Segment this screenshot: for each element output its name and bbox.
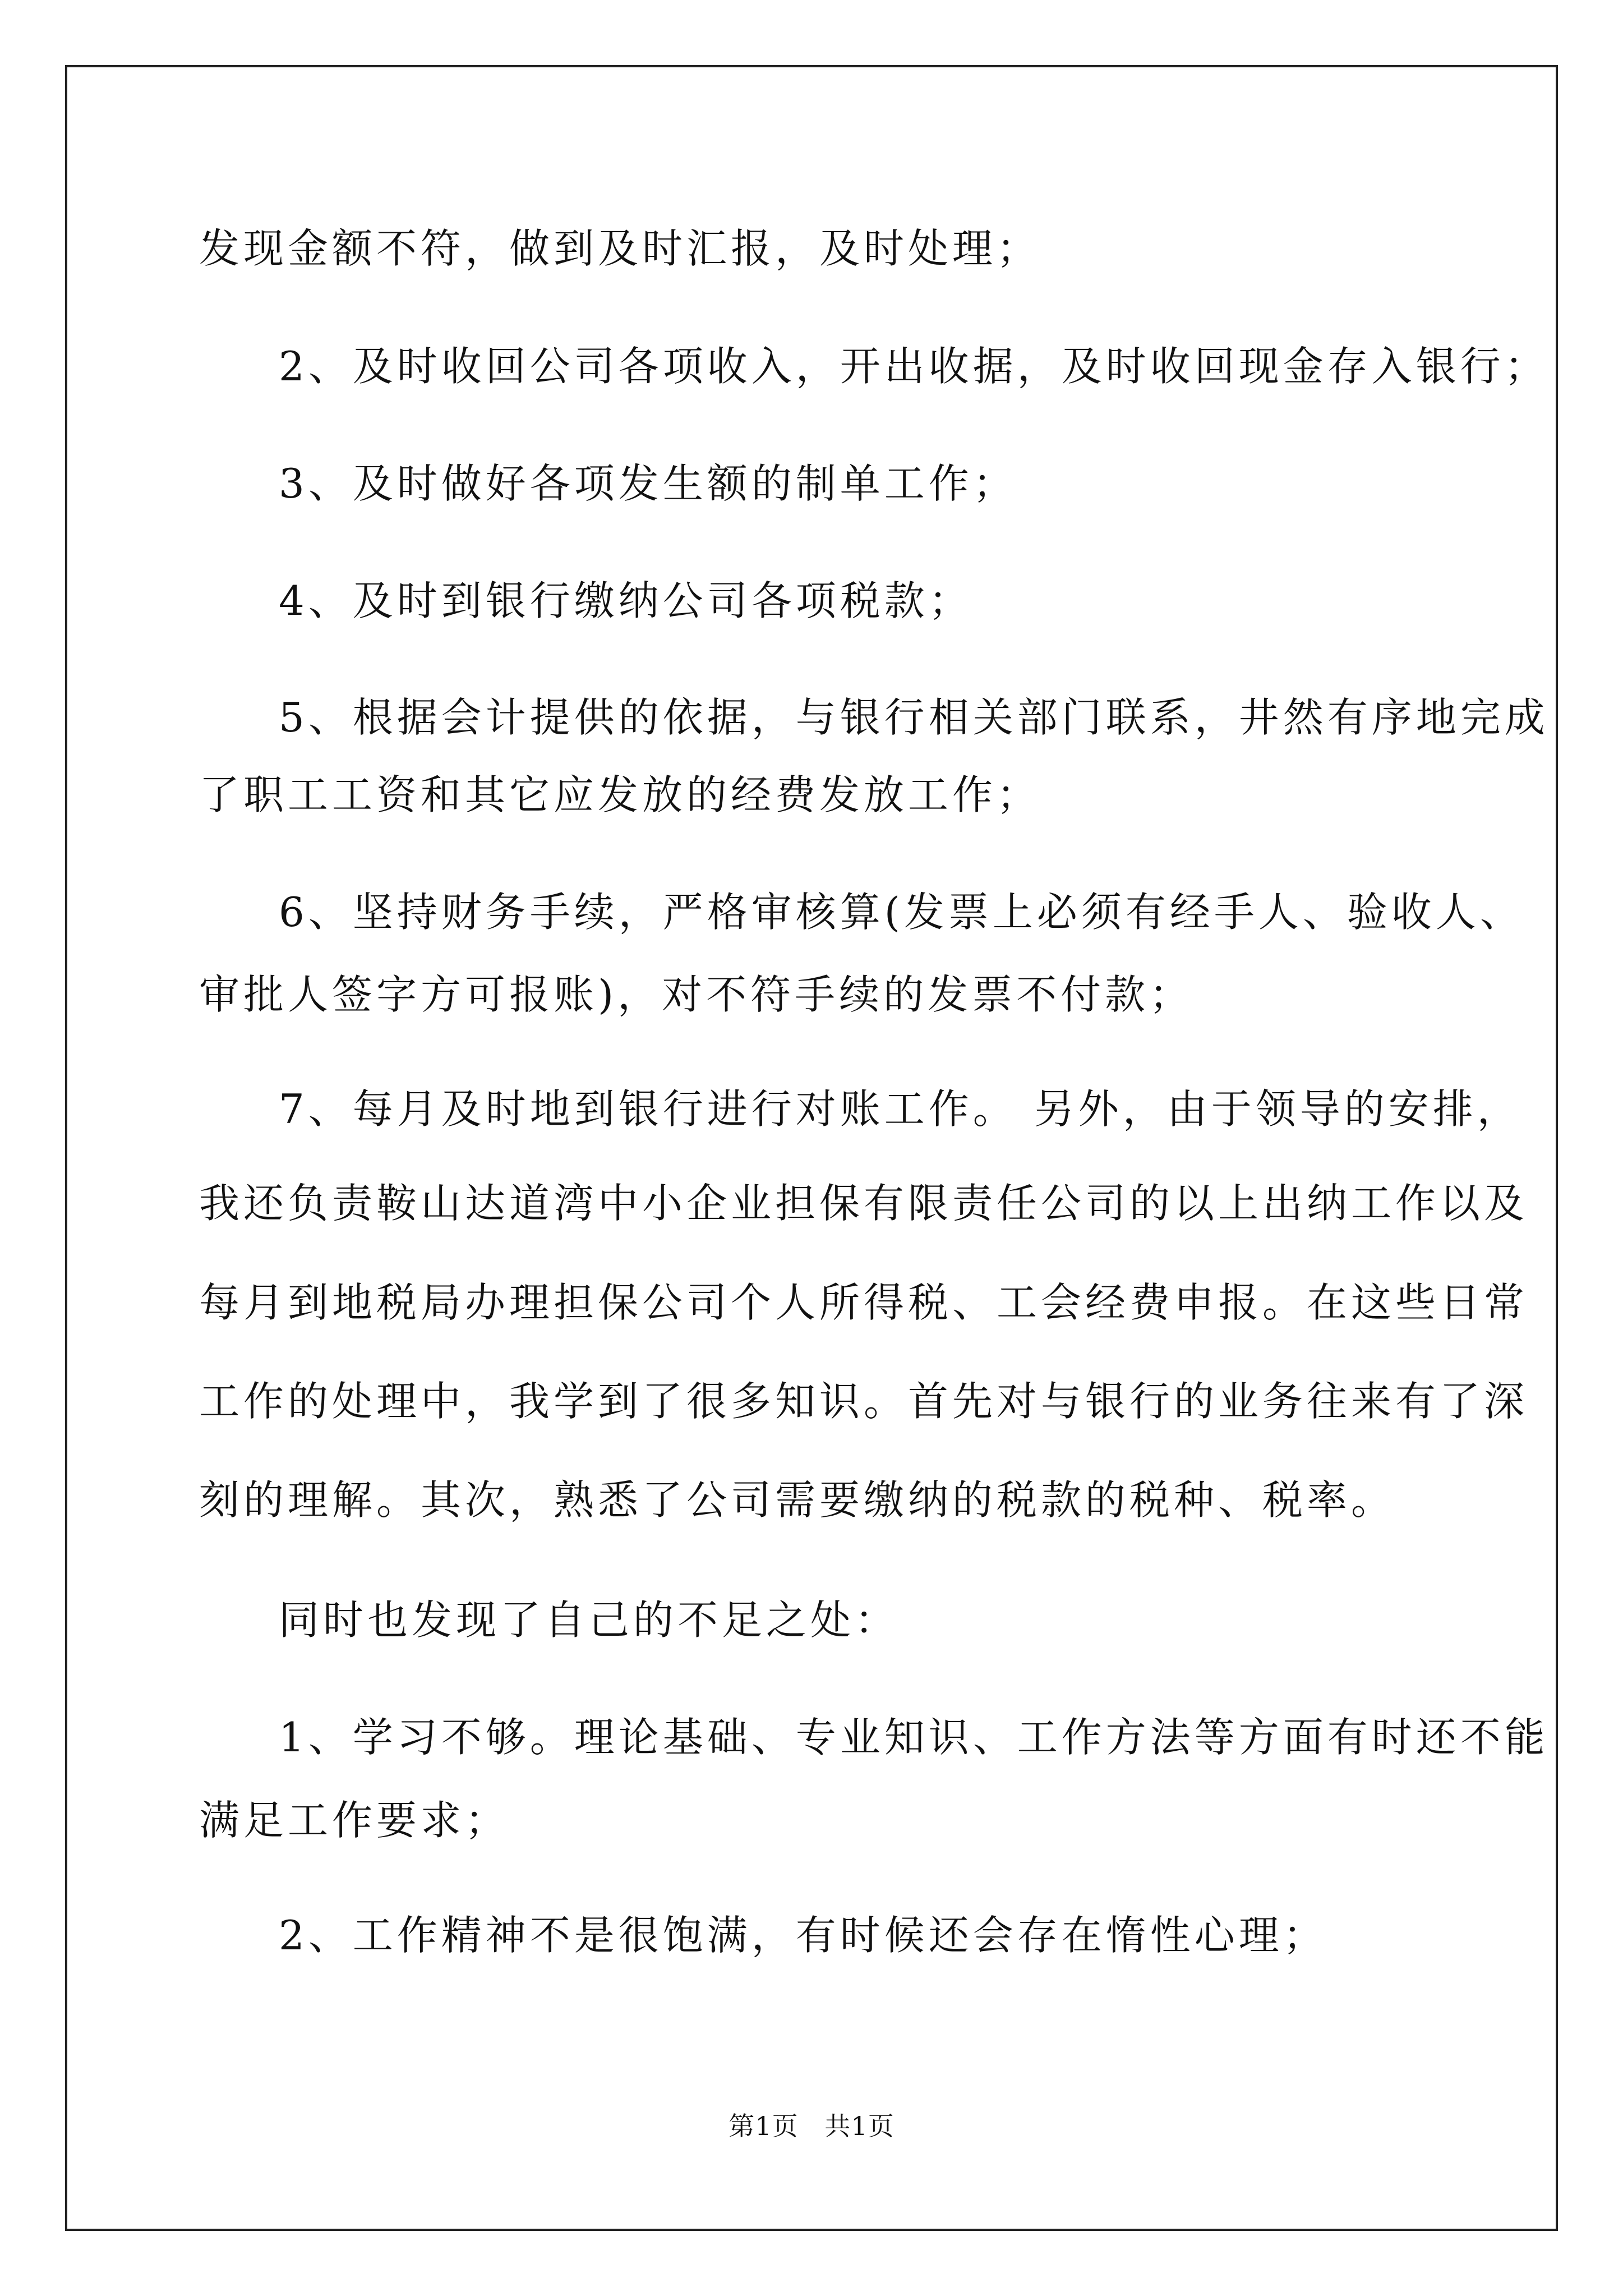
text-line: 2、及时收回公司各项收入，开出收据，及时收回现金存入银行； bbox=[279, 343, 1549, 390]
text-line: 2、工作精神不是很饱满，有时候还会存在惰性心理； bbox=[279, 1912, 1327, 1959]
text-line: 了职工工资和其它应发放的经费发放工作； bbox=[199, 771, 1041, 818]
text-line: 6、坚持财务手续，严格审核算(发票上必须有经手人、验收人、 bbox=[279, 889, 1524, 936]
text-line: 4、及时到银行缴纳公司各项税款； bbox=[279, 577, 973, 624]
text-line: 7、每月及时地到银行进行对账工作。 另外，由于领导的安排， bbox=[279, 1085, 1521, 1133]
text-line: 我还负责鞍山达道湾中小企业担保有限责任公司的以上出纳工作以及 bbox=[199, 1180, 1529, 1227]
text-line: 工作的处理中，我学到了很多知识。首先对与银行的业务往来有了深 bbox=[199, 1378, 1529, 1425]
text-line: 3、及时做好各项发生额的制单工作； bbox=[279, 460, 1017, 507]
text-line: 同时也发现了自己的不足之处： bbox=[279, 1596, 900, 1644]
text-line: 每月到地税局办理担保公司个人所得税、工会经费申报。在这些日常 bbox=[199, 1279, 1529, 1326]
page-footer: 第1页 共1页 bbox=[728, 2111, 895, 2141]
text-line: 刻的理解。其次，熟悉了公司需要缴纳的税款的税种、税率。 bbox=[199, 1476, 1396, 1524]
text-line: 发现金额不符，做到及时汇报，及时处理； bbox=[199, 225, 1041, 272]
text-line: 满足工作要求； bbox=[199, 1797, 510, 1844]
text-line: 1、学习不够。理论基础、专业知识、工作方法等方面有时还不能 bbox=[279, 1714, 1549, 1761]
text-line: 5、根据会计提供的依据，与银行相关部门联系，井然有序地完成 bbox=[279, 694, 1549, 741]
text-line: 审批人签字方可报账)，对不符手续的发票不付款； bbox=[199, 971, 1194, 1018]
